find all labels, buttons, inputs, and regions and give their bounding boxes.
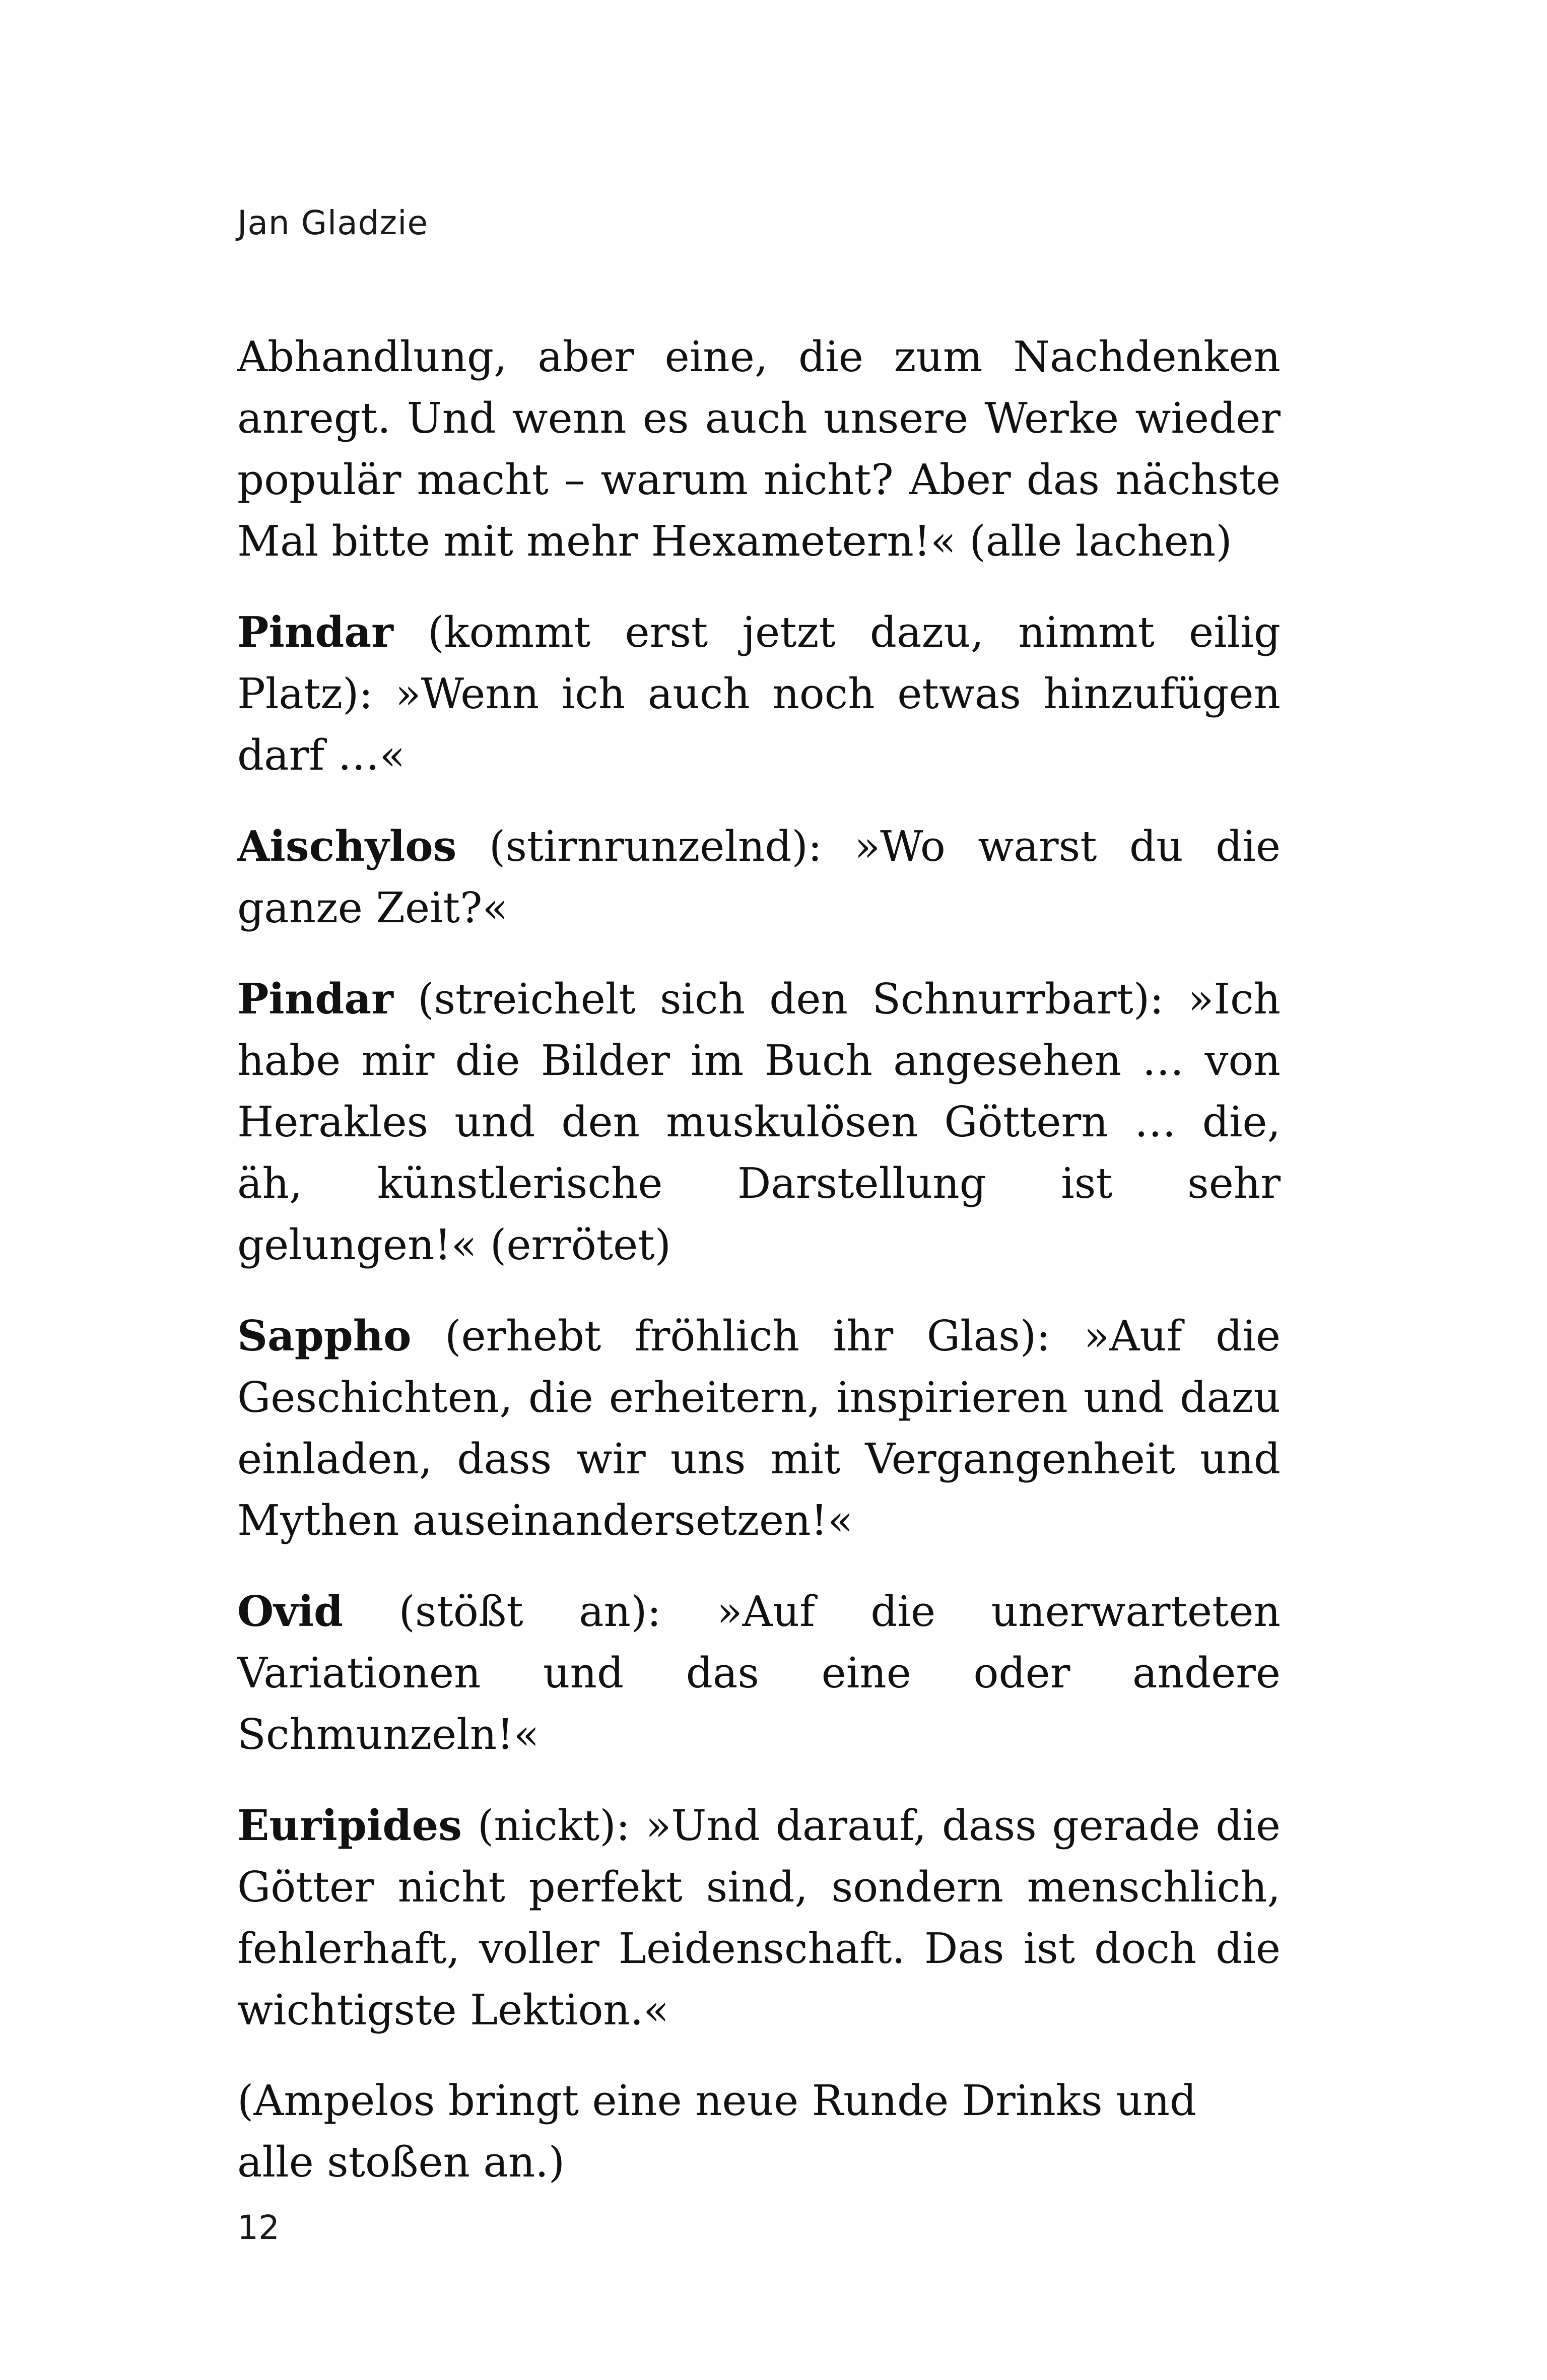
paragraph-1 xyxy=(237,326,1281,572)
paragraph-1-text: Abhandlung, aber eine, die zum Nachdenken anregt. Und wenn es auch unsere Werke wieder populär macht – warum nicht? Aber das nächste Mal bitte mit mehr Hexametern!« (alle lachen) xyxy=(237,332,1281,566)
paragraph-6-text: (stößt an): »Auf die unerwarteten Variationen und das eine oder andere Schmunzeln!« xyxy=(237,1587,1281,1759)
speaker-name: Euripides xyxy=(237,1801,462,1850)
paragraph-3 xyxy=(237,815,1281,939)
paragraph-7 xyxy=(237,1795,1281,2041)
paragraph-8 xyxy=(237,2070,1281,2193)
page-number: 12 xyxy=(237,2208,280,2247)
paragraph-3-text: (stirnrunzelnd): »Wo warst du die ganze Zeit?« xyxy=(237,822,1281,932)
paragraph-5 xyxy=(237,1305,1281,1551)
paragraph-6 xyxy=(237,1581,1281,1765)
paragraph-4 xyxy=(237,968,1281,1276)
paragraph-4-text: (streichelt sich den Schnurrbart): »Ich habe mir die Bilder im Buch angesehen … von Herakles und den muskulösen Göttern … die, äh, künstlerische Darstellung ist sehr gelungen!« (errötet) xyxy=(237,975,1281,1269)
speaker-name: Sappho xyxy=(237,1311,412,1361)
running-head-author: Jan Gladzie xyxy=(237,203,429,242)
paragraph-2 xyxy=(237,601,1281,786)
paragraph-2-text: (kommt erst jetzt dazu, nimmt eilig Platz): »Wenn ich auch noch etwas hinzufügen darf …« xyxy=(237,608,1281,780)
speaker-name: Aischylos xyxy=(237,822,457,871)
speaker-name: Pindar xyxy=(237,974,393,1024)
speaker-name: Ovid xyxy=(237,1587,344,1636)
body-text xyxy=(237,326,1281,2222)
paragraph-8-text: (Ampelos bringt eine neue Runde Drinks und alle stoßen an.) xyxy=(237,2076,1197,2187)
paragraph-7-text: (nickt): »Und darauf, dass gerade die Götter nicht perfekt sind, sondern menschlich, fehlerhaft, voller Leidenschaft. Das ist doch die wichtigste Lektion.« xyxy=(237,1801,1281,2034)
speaker-name: Pindar xyxy=(237,607,393,657)
paragraph-5-text: (erhebt fröhlich ihr Glas): »Auf die Geschichten, die erheitern, inspirieren und dazu einladen, dass wir uns mit Vergangenheit und Mythen auseinandersetzen!« xyxy=(237,1312,1281,1545)
